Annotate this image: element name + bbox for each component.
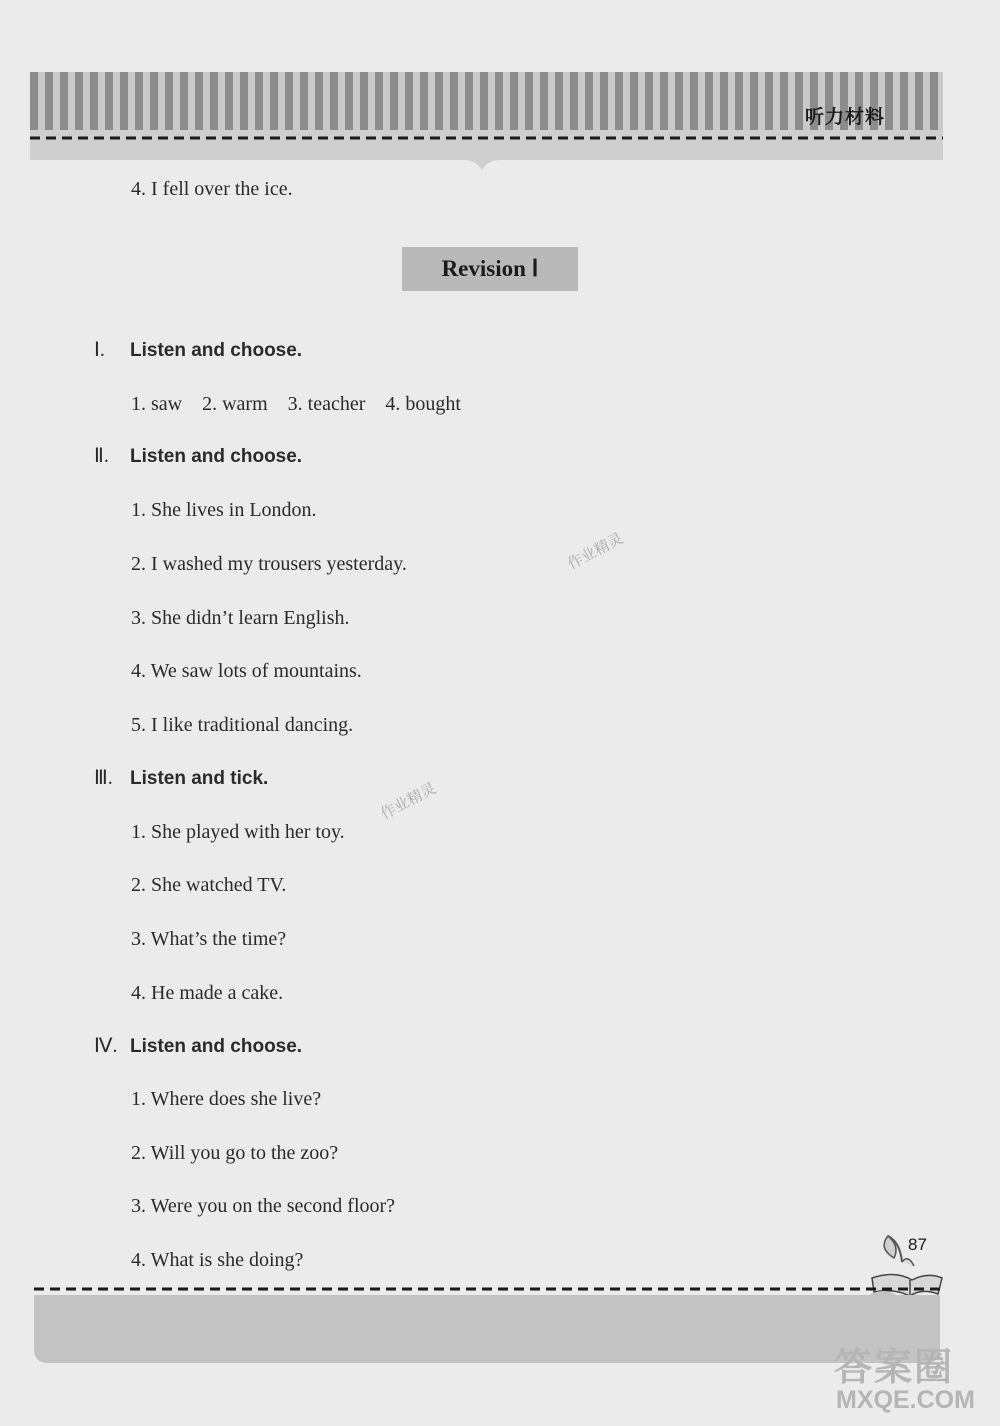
- site-logo-url: MXQE.COM: [836, 1386, 975, 1414]
- section-3-item-4: 4. He made a cake.: [131, 982, 284, 1004]
- section-2-item-4: 4. We saw lots of mountains.: [131, 660, 362, 682]
- section-2-heading: [94, 444, 302, 469]
- section-3-item-2: 2. She watched TV.: [131, 874, 287, 896]
- section-3-item-3: 3. What’s the time?: [131, 928, 287, 950]
- section-2-title: Listen and choose.: [130, 446, 303, 467]
- section-3-title: Listen and tick.: [130, 768, 269, 789]
- section-2-number: Ⅱ.: [94, 445, 109, 467]
- header-title: 听力材料: [804, 106, 885, 128]
- section-1-number: Ⅰ.: [94, 339, 105, 361]
- section-4-item-4: 4. What is she doing?: [131, 1249, 304, 1271]
- section-2-item-2: 2. I washed my trousers yesterday.: [131, 553, 407, 575]
- section-2-item-1: 1. She lives in London.: [131, 499, 317, 521]
- page-number: 87: [908, 1235, 927, 1254]
- footer-shape: [34, 1283, 944, 1365]
- section-4-heading: [94, 1034, 302, 1059]
- section-1-item: 1. saw 2. warm 3. teacher 4. bought: [131, 393, 461, 415]
- section-4-item-1: 1. Where does she live?: [131, 1088, 322, 1110]
- section-4-item-2: 2. Will you go to the zoo?: [131, 1142, 339, 1164]
- header-banner: [30, 72, 945, 170]
- section-1-heading: [94, 338, 302, 363]
- section-3-item-1: 1. She played with her toy.: [131, 821, 345, 843]
- section-2-item-5: 5. I like traditional dancing.: [131, 714, 354, 736]
- section-1-title: Listen and choose.: [130, 340, 303, 361]
- revision-title: Revision Ⅰ: [402, 247, 578, 291]
- site-logo-text: 答案圈: [834, 1345, 955, 1389]
- section-3-heading: [94, 766, 268, 791]
- footer-banner: [34, 1283, 944, 1365]
- watermark-1: 作业精灵: [564, 528, 626, 573]
- watermark-2: 作业精灵: [377, 778, 439, 823]
- site-logo: [830, 1334, 990, 1418]
- intro-line: 4. I fell over the ice.: [131, 178, 293, 200]
- section-2-item-3: 3. She didn’t learn English.: [131, 607, 350, 629]
- section-4-item-3: 3. Were you on the second floor?: [131, 1195, 396, 1217]
- section-4-number: Ⅳ.: [94, 1035, 118, 1057]
- section-3-number: Ⅲ.: [94, 767, 113, 789]
- section-4-title: Listen and choose.: [130, 1036, 303, 1057]
